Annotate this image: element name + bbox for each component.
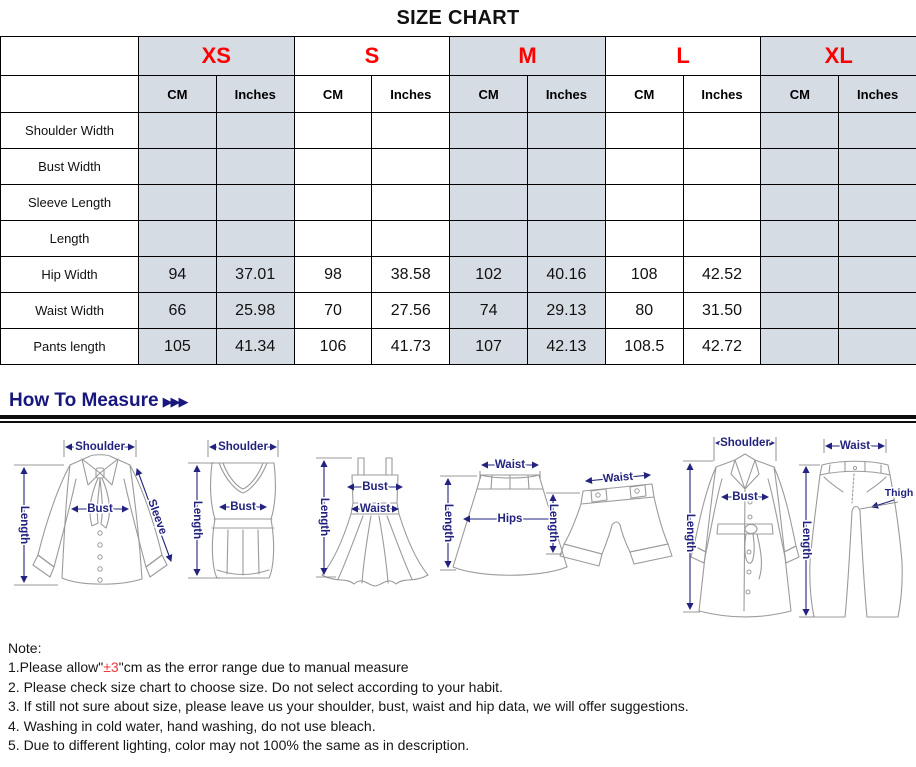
- value-cell: [839, 185, 916, 221]
- dress-drawing: [316, 458, 428, 586]
- size-header-l: L: [605, 37, 761, 76]
- unit-header-l-cm: CM: [605, 76, 683, 113]
- unit-header-m-inches: Inches: [528, 76, 606, 113]
- value-cell: [839, 257, 916, 293]
- dress-waist-label: Waist: [360, 503, 390, 515]
- unit-header-m-cm: CM: [450, 76, 528, 113]
- skirt-length-label: Length: [442, 504, 454, 542]
- value-cell: [450, 185, 528, 221]
- note-1-post: "cm as the error range due to manual measure: [119, 659, 409, 675]
- shorts-waist-label: Waist: [602, 471, 633, 486]
- note-5: 5. Due to different lighting, color may not 100% the same as in description.: [8, 736, 908, 755]
- table-row: [1, 113, 916, 149]
- size-header-xs: XS: [139, 37, 295, 76]
- table-row: [1, 221, 916, 257]
- row-label: Shoulder Width: [1, 113, 139, 149]
- table-row: [1, 329, 916, 365]
- note-2: 2. Please check size chart to choose size. Do not select according to your habit.: [8, 678, 908, 697]
- blouse-sleeve-label: Sleeve: [145, 498, 169, 536]
- unit-header-row: [1, 76, 916, 113]
- value-cell: [839, 113, 916, 149]
- value-cell: 42.72: [683, 329, 761, 365]
- dress-bust-label: Bust: [362, 481, 388, 493]
- coat-drawing: [683, 437, 799, 617]
- value-cell: 98: [294, 257, 372, 293]
- table-row: [1, 257, 916, 293]
- triple-arrow-icon: ▶▶▶: [163, 394, 187, 409]
- row-label: Bust Width: [1, 149, 139, 185]
- value-cell: 41.73: [372, 329, 450, 365]
- size-header-xl: XL: [761, 37, 916, 76]
- value-cell: [216, 113, 294, 149]
- shorts-length-label: Length: [547, 504, 559, 542]
- size-table: [0, 36, 916, 365]
- value-cell: [450, 149, 528, 185]
- note-1-tolerance: ±3: [103, 659, 118, 675]
- value-cell: [839, 329, 916, 365]
- notes-section: [0, 627, 916, 767]
- size-header-m: M: [450, 37, 606, 76]
- unit-header-l-inches: Inches: [683, 76, 761, 113]
- value-cell: [450, 113, 528, 149]
- value-cell: [528, 149, 606, 185]
- tank-bust-label: Bust: [230, 501, 256, 513]
- page-title: SIZE CHART: [0, 0, 916, 36]
- value-cell: [216, 221, 294, 257]
- size-header-row: [1, 37, 916, 76]
- row-label: Sleeve Length: [1, 185, 139, 221]
- how-to-measure-heading: [9, 390, 916, 412]
- heading-text: How To Measure: [9, 390, 159, 411]
- value-cell: [139, 185, 217, 221]
- table-row: [1, 293, 916, 329]
- coat-bust-label: Bust: [732, 491, 758, 503]
- measure-diagrams: [0, 427, 916, 627]
- value-cell: [139, 149, 217, 185]
- value-cell: 70: [294, 293, 372, 329]
- value-cell: [839, 293, 916, 329]
- value-cell: 38.58: [372, 257, 450, 293]
- note-4: 4. Washing in cold water, hand washing, do not use bleach.: [8, 717, 908, 736]
- skirt-hips-label: Hips: [498, 513, 523, 525]
- value-cell: [528, 221, 606, 257]
- value-cell: [216, 185, 294, 221]
- value-cell: [761, 329, 839, 365]
- unit-header-xs-cm: CM: [139, 76, 217, 113]
- value-cell: [839, 149, 916, 185]
- value-cell: [294, 113, 372, 149]
- size-table-body: [1, 113, 916, 365]
- value-cell: [605, 113, 683, 149]
- skirt-waist-label: Waist: [495, 459, 525, 471]
- pants-waist-label: Waist: [840, 440, 870, 452]
- value-cell: 29.13: [528, 293, 606, 329]
- table-row: [1, 185, 916, 221]
- tank-top-drawing: [188, 440, 278, 578]
- value-cell: [216, 149, 294, 185]
- coat-shoulder-label: Shoulder: [720, 437, 770, 449]
- value-cell: [372, 113, 450, 149]
- pants-thigh-label: Thigh: [885, 487, 914, 499]
- shorts-drawing: [546, 471, 672, 566]
- row-label: Waist Width: [1, 293, 139, 329]
- unit-header-s-cm: CM: [294, 76, 372, 113]
- value-cell: 27.56: [372, 293, 450, 329]
- blouse-shoulder-label: Shoulder: [75, 441, 125, 453]
- value-cell: [528, 185, 606, 221]
- value-cell: [605, 185, 683, 221]
- value-cell: 66: [139, 293, 217, 329]
- tank-length-label: Length: [191, 501, 203, 539]
- value-cell: [139, 113, 217, 149]
- size-header-s: S: [294, 37, 450, 76]
- value-cell: 42.52: [683, 257, 761, 293]
- value-cell: 40.16: [528, 257, 606, 293]
- value-cell: 105: [139, 329, 217, 365]
- value-cell: [683, 149, 761, 185]
- note-3: 3. If still not sure about size, please leave us your shoulder, bust, waist and hip data, we will offer suggestions.: [8, 697, 908, 716]
- pants-drawing: [799, 439, 913, 617]
- row-label: Pants length: [1, 329, 139, 365]
- unit-header-xl-inches: Inches: [839, 76, 916, 113]
- value-cell: [372, 185, 450, 221]
- value-cell: [683, 221, 761, 257]
- value-cell: [761, 221, 839, 257]
- value-cell: 94: [139, 257, 217, 293]
- blouse-length-label: Length: [18, 506, 30, 544]
- value-cell: 108.5: [605, 329, 683, 365]
- unit-header-xs-inches: Inches: [216, 76, 294, 113]
- row-label: Hip Width: [1, 257, 139, 293]
- value-cell: [139, 221, 217, 257]
- value-cell: [294, 185, 372, 221]
- corner-cell: [1, 76, 139, 113]
- blouse-bust-label: Bust: [87, 503, 113, 515]
- value-cell: [294, 149, 372, 185]
- value-cell: [683, 185, 761, 221]
- value-cell: [761, 149, 839, 185]
- value-cell: 74: [450, 293, 528, 329]
- value-cell: [372, 149, 450, 185]
- divider-line: [0, 415, 916, 423]
- value-cell: 80: [605, 293, 683, 329]
- value-cell: [761, 257, 839, 293]
- value-cell: 108: [605, 257, 683, 293]
- value-cell: [294, 221, 372, 257]
- value-cell: [761, 185, 839, 221]
- value-cell: [528, 113, 606, 149]
- tank-shoulder-label: Shoulder: [218, 441, 268, 453]
- note-1-pre: 1.Please allow": [8, 659, 103, 675]
- pants-length-label: Length: [800, 521, 812, 559]
- value-cell: 41.34: [216, 329, 294, 365]
- value-cell: [605, 221, 683, 257]
- value-cell: [372, 221, 450, 257]
- value-cell: 25.98: [216, 293, 294, 329]
- unit-header-s-inches: Inches: [372, 76, 450, 113]
- value-cell: 31.50: [683, 293, 761, 329]
- value-cell: [450, 221, 528, 257]
- notes-heading: Note:: [8, 639, 908, 658]
- corner-cell: [1, 37, 139, 76]
- value-cell: [761, 293, 839, 329]
- value-cell: 106: [294, 329, 372, 365]
- unit-header-xl-cm: CM: [761, 76, 839, 113]
- value-cell: [761, 113, 839, 149]
- value-cell: [839, 221, 916, 257]
- blouse-drawing: [14, 440, 171, 585]
- value-cell: [605, 149, 683, 185]
- table-row: [1, 149, 916, 185]
- value-cell: 107: [450, 329, 528, 365]
- value-cell: 102: [450, 257, 528, 293]
- coat-length-label: Length: [684, 514, 696, 552]
- dress-length-label: Length: [318, 498, 330, 536]
- value-cell: [683, 113, 761, 149]
- value-cell: 42.13: [528, 329, 606, 365]
- value-cell: 37.01: [216, 257, 294, 293]
- note-1: [8, 658, 908, 677]
- row-label: Length: [1, 221, 139, 257]
